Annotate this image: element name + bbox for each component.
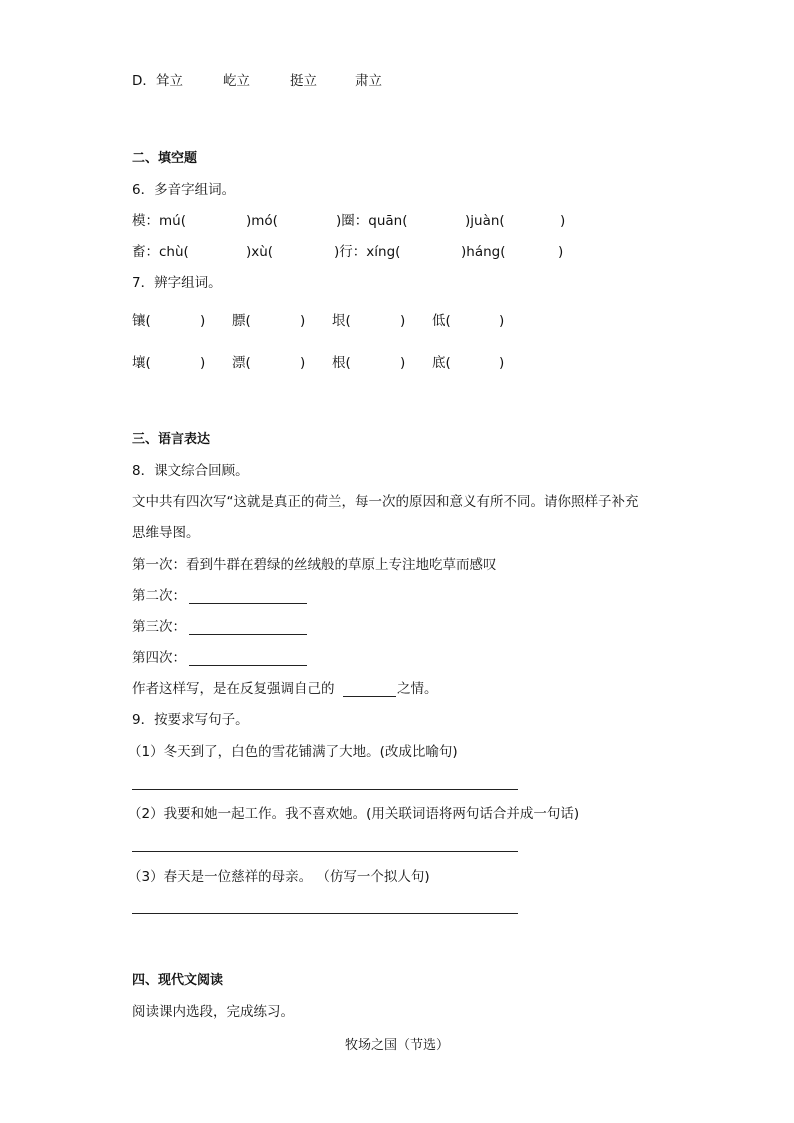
q6-row1-cell2: )mó( — [246, 213, 278, 229]
q6-row1-cell4: )juàn( — [465, 213, 505, 229]
q9-item-3: （3）春天是一位慈祥的母亲。 （仿写一个拟人句) — [128, 869, 430, 885]
q8-intro-line2: 思维导图。 — [132, 525, 200, 541]
option-d-letter: D． — [132, 73, 156, 89]
q8-third-answer-line[interactable] — [189, 634, 307, 635]
q9-item-3-answer-line[interactable] — [132, 913, 518, 914]
q8-summary-prefix: 作者这样写，是在反复强调自己的 — [132, 681, 335, 697]
q7-row1-char3: 垠( — [332, 313, 351, 329]
q8-title: 8．课文综合回顾。 — [132, 463, 249, 479]
q7-row2-char3: 根( — [332, 355, 351, 371]
q6-row2-cell4: )háng( — [461, 244, 506, 260]
q8-intro-line1: 文中共有四次写“这就是真正的荷兰，每一次的原因和意义有所不同。请你照样子补充 — [132, 494, 639, 510]
q7-row1-close2: ) — [300, 313, 306, 329]
section-heading-language: 三、语言表达 — [132, 432, 211, 447]
option-d-word-4: 肃立 — [355, 73, 382, 89]
q6-row2-cell5: ) — [558, 244, 564, 260]
q6-row2-cell3: )行：xíng( — [334, 244, 401, 260]
reading-intro: 阅读课内选段，完成练习。 — [132, 1004, 294, 1020]
q7-title: 7．辨字组词。 — [132, 275, 222, 291]
q8-third-label: 第三次： — [132, 619, 186, 635]
q7-row2-close4: ) — [499, 355, 505, 371]
q6-title: 6．多音字组词。 — [132, 182, 236, 198]
q9-item-1-answer-line[interactable] — [132, 789, 518, 790]
q8-fourth-answer-line[interactable] — [189, 665, 307, 666]
q7-row1-char2: 膘( — [232, 313, 251, 329]
q7-row2-char4: 底( — [432, 355, 451, 371]
q8-summary-suffix: 之情。 — [397, 681, 438, 697]
option-d-word-3: 挺立 — [290, 73, 317, 89]
q7-row1-close3: ) — [400, 313, 406, 329]
q9-item-2: （2）我要和她一起工作。我不喜欢她。(用关联词语将两句话合并成一句话) — [128, 806, 580, 822]
q6-row2-cell2: )xù( — [246, 244, 274, 260]
q6-row1-cell3: )圈：quān( — [336, 213, 408, 229]
q6-row1-cell1: 模：mú( — [132, 213, 186, 229]
option-d-word-1: 耸立 — [156, 73, 183, 89]
q7-row1-char4: 低( — [432, 313, 451, 329]
q8-summary-answer-line[interactable] — [343, 696, 396, 697]
q8-fourth-label: 第四次： — [132, 650, 186, 666]
q6-row2-cell1: 畜：chù( — [132, 244, 189, 260]
q7-row2-close1: ) — [200, 355, 206, 371]
q7-row1-char1: 镶( — [132, 313, 151, 329]
q8-second-answer-line[interactable] — [189, 603, 307, 604]
q7-row1-close4: ) — [499, 313, 505, 329]
q9-item-2-answer-line[interactable] — [132, 851, 518, 852]
section-heading-fill-blank: 二、填空题 — [132, 151, 198, 166]
q9-title: 9．按要求写句子。 — [132, 712, 249, 728]
q6-row1-cell5: ) — [560, 213, 566, 229]
q7-row2-char1: 壤( — [132, 355, 151, 371]
q8-second-label: 第二次： — [132, 588, 186, 604]
q7-row2-char2: 漂( — [232, 355, 251, 371]
section-heading-reading: 四、现代文阅读 — [132, 973, 224, 988]
q7-row1-close1: ) — [200, 313, 206, 329]
option-d-word-2: 屹立 — [223, 73, 250, 89]
q7-row2-close3: ) — [400, 355, 406, 371]
q9-item-1: （1）冬天到了，白色的雪花铺满了大地。(改成比喻句) — [128, 744, 458, 760]
passage-title: 牧场之国（节选） — [344, 1038, 449, 1053]
q7-row2-close2: ) — [300, 355, 306, 371]
q8-first: 第一次：看到牛群在碧绿的丝绒般的草原上专注地吃草而感叹 — [132, 557, 497, 573]
